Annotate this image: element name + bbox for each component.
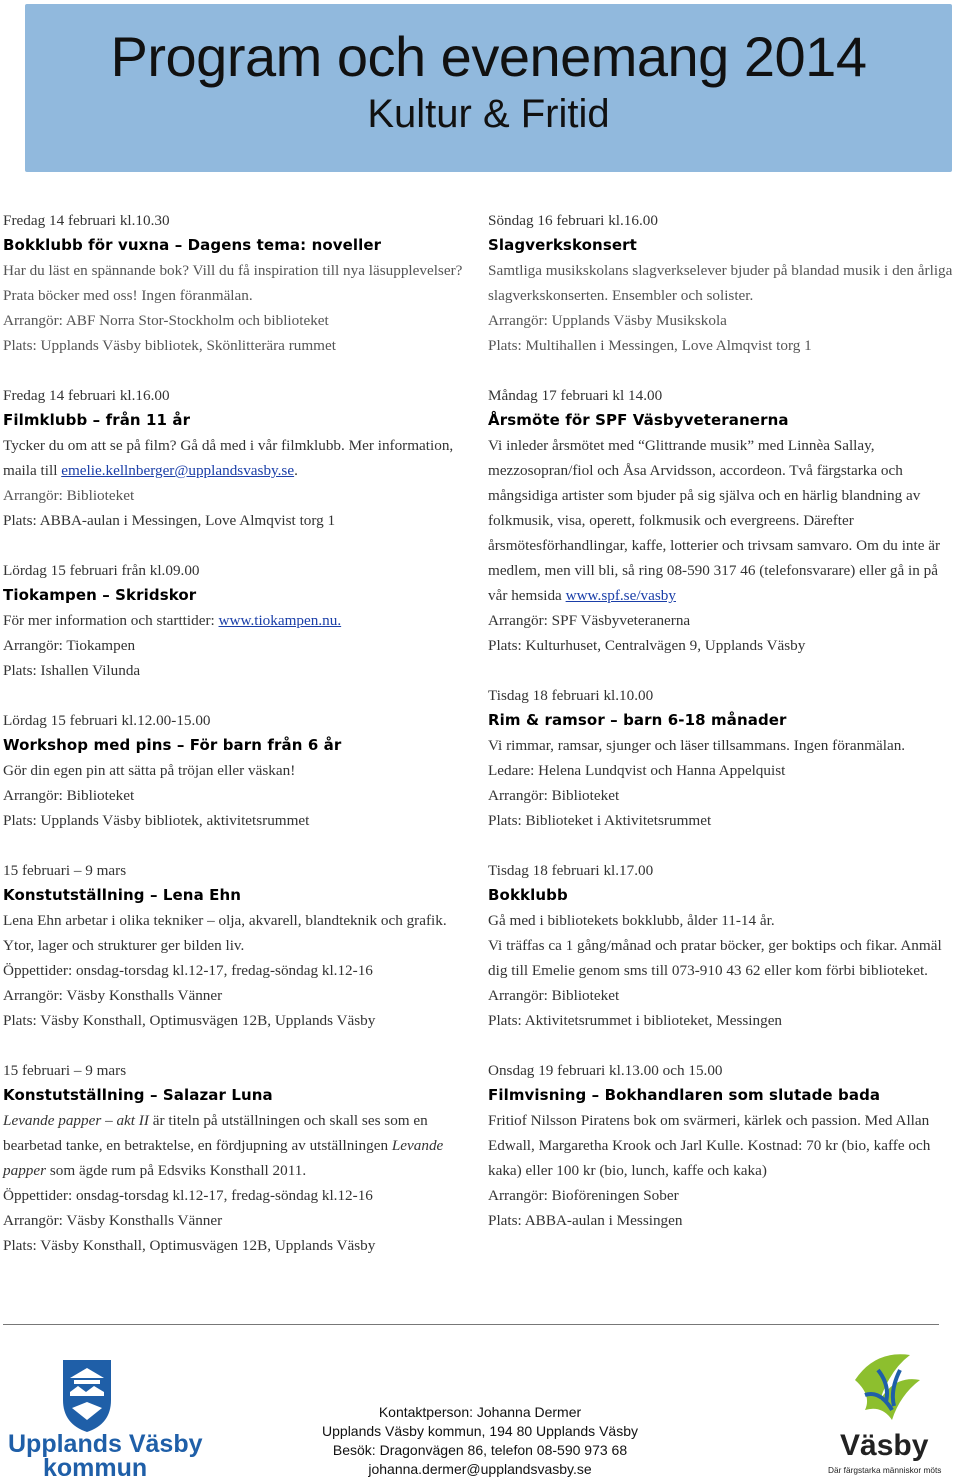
event-organizer: Arrangör: Biblioteket [488, 787, 620, 804]
event-organizer: Arrangör: Väsby Konsthalls Vänner [3, 987, 223, 1004]
description-text: Vi inleder årsmötet med “Glittrande musik” med Linnèa Sallay, mezzosopran/fiol och Åsa Arvidsson, accordeon. Två färgstarka och mångsidiga artister som bjuder på sig själva och en härlig blandning av folkmusik, visa, operett, folkmusik och evergreens. Därefter årsmötesförhandlingar, kaffe, lotterier och trivsam samvaro. Om du inte är medlem, men vill bli, så ring 08-590 317 46 (telefonsvarare) eller gå in på vår hemsida [488, 437, 941, 604]
logo-text-line1: Upplands Väsby [8, 1430, 203, 1458]
event-filmklubb [3, 383, 473, 533]
page-subtitle: Kultur & Fritid [367, 92, 610, 136]
event-description [488, 433, 956, 608]
event-title: Bokklubb för vuxna – Dagens tema: noveller [3, 236, 382, 254]
event-date: Lördag 15 februari kl.12.00-15.00 [3, 712, 211, 729]
contact-organization: Upplands Väsby kommun, 194 80 Upplands Väsby [322, 1423, 638, 1439]
exhibition-title-previous: Levande papper [3, 1137, 444, 1179]
event-place: Plats: Ishallen Vilunda [3, 662, 141, 679]
event-hours: Öppettider: onsdag-torsdag kl.12-17, fredag-söndag kl.12-16 [3, 1187, 373, 1204]
event-title: Workshop med pins – För barn från 6 år [3, 736, 342, 754]
event-organizer: Arrangör: Bioföreningen Sober [488, 1187, 679, 1204]
event-title: Konstutställning – Salazar Luna [3, 1086, 273, 1104]
event-description [3, 608, 473, 633]
description-text-end: . [294, 462, 298, 479]
event-place: Plats: Upplands Väsby bibliotek, aktivitetsrummet [3, 812, 310, 829]
description-text: För mer information och starttider: [3, 612, 219, 629]
email-link[interactable]: emelie.kellnberger@upplandsvasby.se [61, 462, 295, 479]
event-workshop-pins [3, 708, 473, 833]
event-title: Tiokampen – Skridskor [3, 586, 197, 604]
event-organizer: Arrangör: SPF Väsbyveteranerna [488, 612, 691, 629]
event-title: Årsmöte för SPF Väsbyveteranerna [488, 411, 789, 429]
event-organizer: Arrangör: ABF Norra Stor-Stockholm och biblioteket [3, 312, 329, 329]
event-organizer: Arrangör: Biblioteket [3, 487, 135, 504]
footer-divider [3, 1324, 939, 1325]
event-title: Rim & ramsor – barn 6-18 månader [488, 711, 787, 729]
event-place: Plats: ABBA-aulan i Messingen [488, 1212, 683, 1229]
event-organizer: Arrangör: Väsby Konsthalls Vänner [3, 1212, 223, 1229]
event-organizer: Arrangör: Biblioteket [3, 787, 135, 804]
website-link[interactable]: www.spf.se/vasby [565, 587, 676, 604]
website-link[interactable]: www.tiokampen.nu. [218, 612, 342, 629]
event-date: Tisdag 18 februari kl.10.00 [488, 687, 654, 704]
event-description: Lena Ehn arbetar i olika tekniker – olja, akvarell, blandteknik och grafik. Ytor, lager och strukturer ger bilden liv. [3, 912, 447, 954]
event-slagverkskonsert [488, 208, 956, 358]
event-organizer: Arrangör: Upplands Väsby Musikskola [488, 312, 727, 329]
event-bokklubb-vuxna [3, 208, 473, 358]
event-description: Fritiof Nilsson Piratens bok om svärmeri, kärlek och passion. Med Allan Edwall, Margaretha Krook och Jarl Kulle. Kostnad: 70 kr (bio, kaffe och kaka) eller 100 kr (bio, lunch, kaffe och kaka) [488, 1112, 931, 1179]
description-text: är titeln på utställningen och skall ses som en bearbetad tanke, en betraktelse, en fördjupning av utställningen [3, 1112, 428, 1154]
page-title: Program och evenemang 2014 [110, 25, 867, 88]
event-description-2: Vi träffas ca 1 gång/månad och pratar böcker, ger boktips och fikar. Anmäl dig till Emelie genom sms till 073-910 43 62 eller kom förbi biblioteket. [488, 937, 942, 979]
description-text-end: som ägde rum på Edsviks Konsthall 2011. [46, 1162, 307, 1179]
vasby-brand-logo [820, 1340, 960, 1480]
event-tiokampen [3, 558, 473, 683]
event-date: Lördag 15 februari från kl.09.00 [3, 562, 200, 579]
event-title: Filmklubb – från 11 år [3, 411, 191, 429]
event-place: Plats: ABBA-aulan i Messingen, Love Almqvist torg 1 [3, 512, 336, 529]
event-date: Söndag 16 februari kl.16.00 [488, 212, 658, 229]
event-filmvisning [488, 1058, 956, 1233]
event-date: Onsdag 19 februari kl.13.00 och 15.00 [488, 1062, 723, 1079]
left-column [3, 208, 473, 1283]
contact-email: johanna.dermer@upplandsvasby.se [368, 1461, 592, 1477]
contact-person: Kontaktperson: Johanna Dermer [378, 1404, 582, 1420]
exhibition-title: Levande papper – akt II [3, 1112, 149, 1129]
logo-name: Väsby [840, 1429, 929, 1462]
header-banner [25, 4, 952, 172]
logo-tagline: Där färgstarka människor möts [828, 1465, 942, 1475]
event-date: 15 februari – 9 mars [3, 862, 127, 879]
event-leader: Ledare: Helena Lundqvist och Hanna Appelquist [488, 762, 786, 779]
event-description: Har du läst en spännande bok? Vill du få inspiration till nya läsupplevelser? Prata böcker med oss! Ingen föranmälan. [3, 262, 463, 304]
description-text: Tycker du om att se på film? Gå då med i vår filmklubb. Mer information, maila till [3, 437, 454, 479]
event-description: Gör din egen pin att sätta på tröjan eller väskan! [3, 762, 296, 779]
event-place: Plats: Kulturhuset, Centralvägen 9, Upplands Väsby [488, 637, 806, 654]
event-rim-ramsor [488, 683, 956, 833]
event-place: Plats: Multihallen i Messingen, Love Almqvist torg 1 [488, 337, 812, 354]
logo-text-line2: kommun [43, 1454, 148, 1482]
event-date: Fredag 14 februari kl.10.30 [3, 212, 170, 229]
event-konst-lena-ehn [3, 858, 473, 1033]
event-title: Konstutställning – Lena Ehn [3, 886, 242, 904]
event-description: Samtliga musikskolans slagverkselever bjuder på blandad musik i den årliga slagverkskonserten. Ensembler och solister. [488, 262, 953, 304]
event-title: Slagverkskonsert [488, 236, 637, 254]
event-place: Plats: Aktivitetsrummet i biblioteket, Messingen [488, 1012, 783, 1029]
event-organizer: Arrangör: Biblioteket [488, 987, 620, 1004]
event-place: Plats: Väsby Konsthall, Optimusvägen 12B, Upplands Väsby [3, 1237, 376, 1254]
event-date: Tisdag 18 februari kl.17.00 [488, 862, 654, 879]
event-date: 15 februari – 9 mars [3, 1062, 127, 1079]
event-hours: Öppettider: onsdag-torsdag kl.12-17, fredag-söndag kl.12-16 [3, 962, 373, 979]
event-description: Vi rimmar, ramsar, sjunger och läser tillsammans. Ingen föranmälan. [488, 737, 906, 754]
right-column [488, 208, 956, 1258]
event-bokklubb [488, 858, 956, 1033]
event-arsmote-spf [488, 383, 956, 658]
footer-contact [300, 1403, 660, 1479]
event-date: Fredag 14 februari kl.16.00 [3, 387, 170, 404]
event-description [3, 1108, 473, 1183]
event-place: Plats: Biblioteket i Aktivitetsrummet [488, 812, 712, 829]
event-title: Filmvisning – Bokhandlaren som slutade bada [488, 1086, 881, 1104]
upplands-vasby-kommun-logo [8, 1356, 203, 1482]
event-description: Gå med i bibliotekets bokklubb, ålder 11-14 år. [488, 912, 775, 929]
event-konst-salazar-luna [3, 1058, 473, 1258]
event-place: Plats: Upplands Väsby bibliotek, Skönlitterära rummet [3, 337, 336, 354]
event-date: Måndag 17 februari kl 14.00 [488, 387, 663, 404]
event-title: Bokklubb [488, 886, 568, 904]
event-organizer: Arrangör: Tiokampen [3, 637, 136, 654]
contact-visit-address: Besök: Dragonvägen 86, telefon 08-590 973 68 [332, 1442, 628, 1458]
event-description [3, 433, 473, 483]
event-place: Plats: Väsby Konsthall, Optimusvägen 12B, Upplands Väsby [3, 1012, 376, 1029]
